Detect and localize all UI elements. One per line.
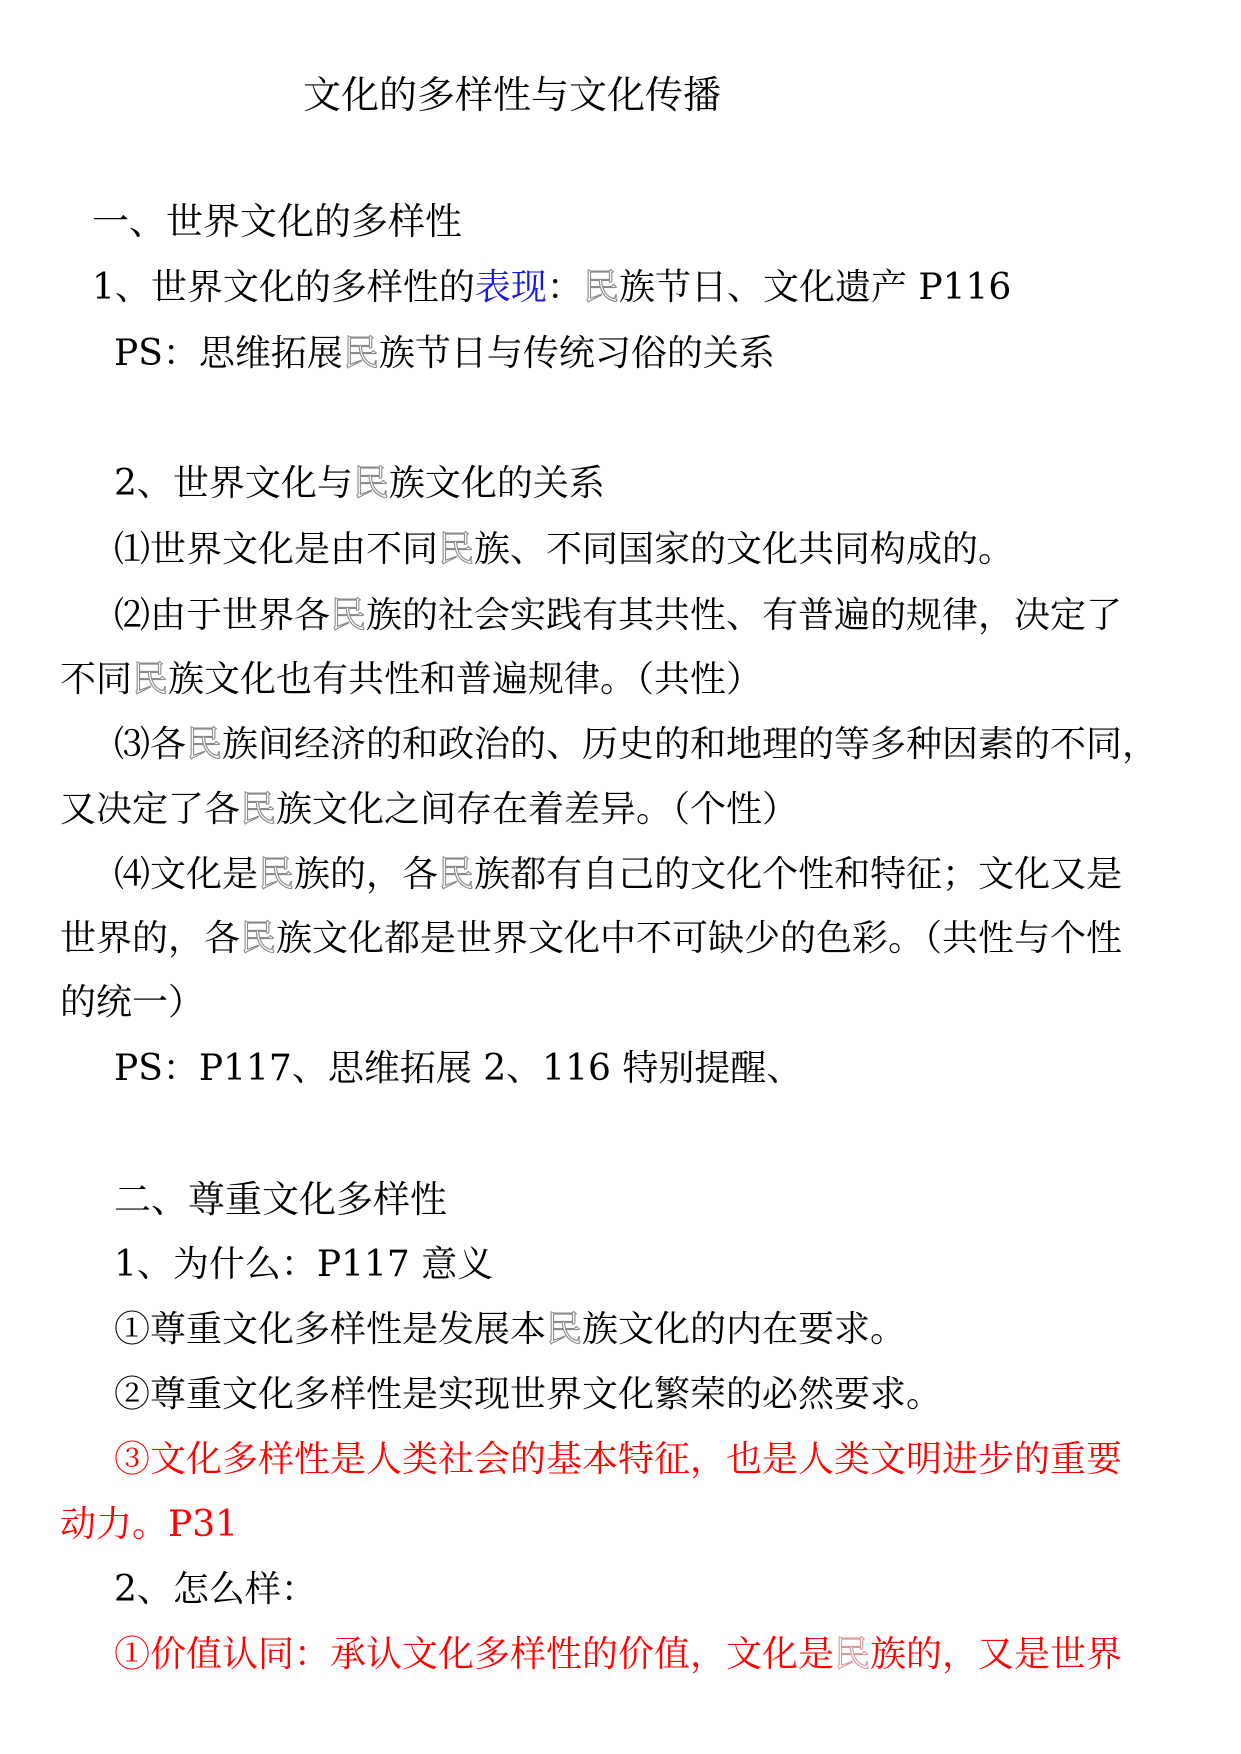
item2-text: 2、世界文化与	[114, 463, 353, 504]
section1-point3-line2	[60, 787, 798, 833]
ps1-text-end: 族节日与传统习俗的关系	[378, 333, 775, 374]
section1-point4-line1	[114, 852, 1122, 898]
point2-cont-text-end: 族文化也有共性和普遍规律。（共性）	[168, 659, 763, 700]
outlined-char: 民	[330, 595, 367, 636]
section2-reason3-line2: 动力。P31	[60, 1504, 239, 1545]
section1-point2-line1	[114, 593, 1122, 639]
point2-text-end: 族的社会实践有其共性、有普遍的规律，决定了	[366, 595, 1123, 636]
point3-cont-text-end: 族文化之间存在着差异。（个性）	[276, 789, 799, 830]
outlined-char: 民	[240, 789, 277, 830]
how1-text-end: 族的，又是世界	[870, 1634, 1123, 1675]
point2-cont-text: 不同	[60, 659, 133, 700]
section1-point1	[114, 527, 1014, 573]
point4-text-end: 族都有自己的文化个性和特征；文化又是	[474, 854, 1123, 895]
section2-reason3-line1: ③文化多样性是人类社会的基本特征，也是人类文明进步的重要	[114, 1439, 1123, 1480]
reason1-text-end: 族文化的内在要求。	[582, 1309, 907, 1350]
item1-colon: ：	[546, 267, 583, 308]
section2-how-point1	[114, 1632, 1122, 1678]
outlined-char: 民	[342, 333, 379, 374]
point3-text-end: 族间经济的和政治的、历史的和地理的等多种因素的不同，	[222, 724, 1159, 765]
outlined-char: 民	[582, 267, 619, 308]
section1-item1	[92, 265, 1011, 311]
outlined-char: 民	[438, 854, 475, 895]
item1-text: 1、世界文化的多样性的	[92, 267, 475, 308]
reason1-text: ①尊重文化多样性是发展本	[114, 1309, 547, 1350]
section2-heading: 二、尊重文化多样性	[114, 1178, 447, 1221]
point4-cont-text: 世界的，各	[60, 918, 241, 959]
item2-text-end: 族文化的关系	[388, 463, 605, 504]
point3-text: ⑶各	[114, 724, 187, 765]
section1-point2-line2	[60, 657, 762, 703]
section2-why: 1、为什么：P117 意义	[114, 1244, 494, 1285]
section2-reason1	[114, 1307, 906, 1353]
outlined-char: 民	[352, 463, 389, 504]
outlined-char: 民	[834, 1634, 871, 1675]
outlined-char: 民	[546, 1309, 583, 1350]
point3-cont-text: 又决定了各	[60, 789, 241, 830]
item1-text-end: 族节日、文化遗产 P116	[618, 267, 1012, 308]
section1-point3-line1	[114, 722, 1158, 768]
section1-ps2: PS：P117、思维拓展 2、116 特别提醒、	[114, 1048, 803, 1089]
outlined-char: 民	[240, 918, 277, 959]
section2-how: 2、怎么样：	[114, 1569, 317, 1610]
section1-point4-line3: 的统一）	[60, 982, 205, 1023]
item1-highlight-keyword: 表现	[474, 267, 547, 308]
how1-text: ①价值认同：承认文化多样性的价值，文化是	[114, 1634, 835, 1675]
section1-item2	[114, 461, 605, 507]
section1-heading: 一、世界文化的多样性	[92, 200, 462, 243]
document-title: 文化的多样性与文化传播	[303, 73, 722, 117]
outlined-char: 民	[258, 854, 295, 895]
outlined-char: 民	[186, 724, 223, 765]
point1-text-end: 族、不同国家的文化共同构成的。	[474, 529, 1015, 570]
point2-text: ⑵由于世界各	[114, 595, 331, 636]
section1-point4-line2	[60, 916, 1122, 962]
section2-reason2: ②尊重文化多样性是实现世界文化繁荣的必然要求。	[114, 1374, 943, 1415]
outlined-char: 民	[438, 529, 475, 570]
point4-cont-text-end: 族文化都是世界文化中不可缺少的色彩。（共性与个性	[276, 918, 1123, 959]
ps1-text: PS：思维拓展	[114, 333, 343, 374]
outlined-char: 民	[132, 659, 169, 700]
point4-text: ⑷文化是	[114, 854, 259, 895]
point4-text-mid: 族的，各	[294, 854, 439, 895]
section1-ps1	[114, 331, 775, 377]
point1-text: ⑴世界文化是由不同	[114, 529, 439, 570]
